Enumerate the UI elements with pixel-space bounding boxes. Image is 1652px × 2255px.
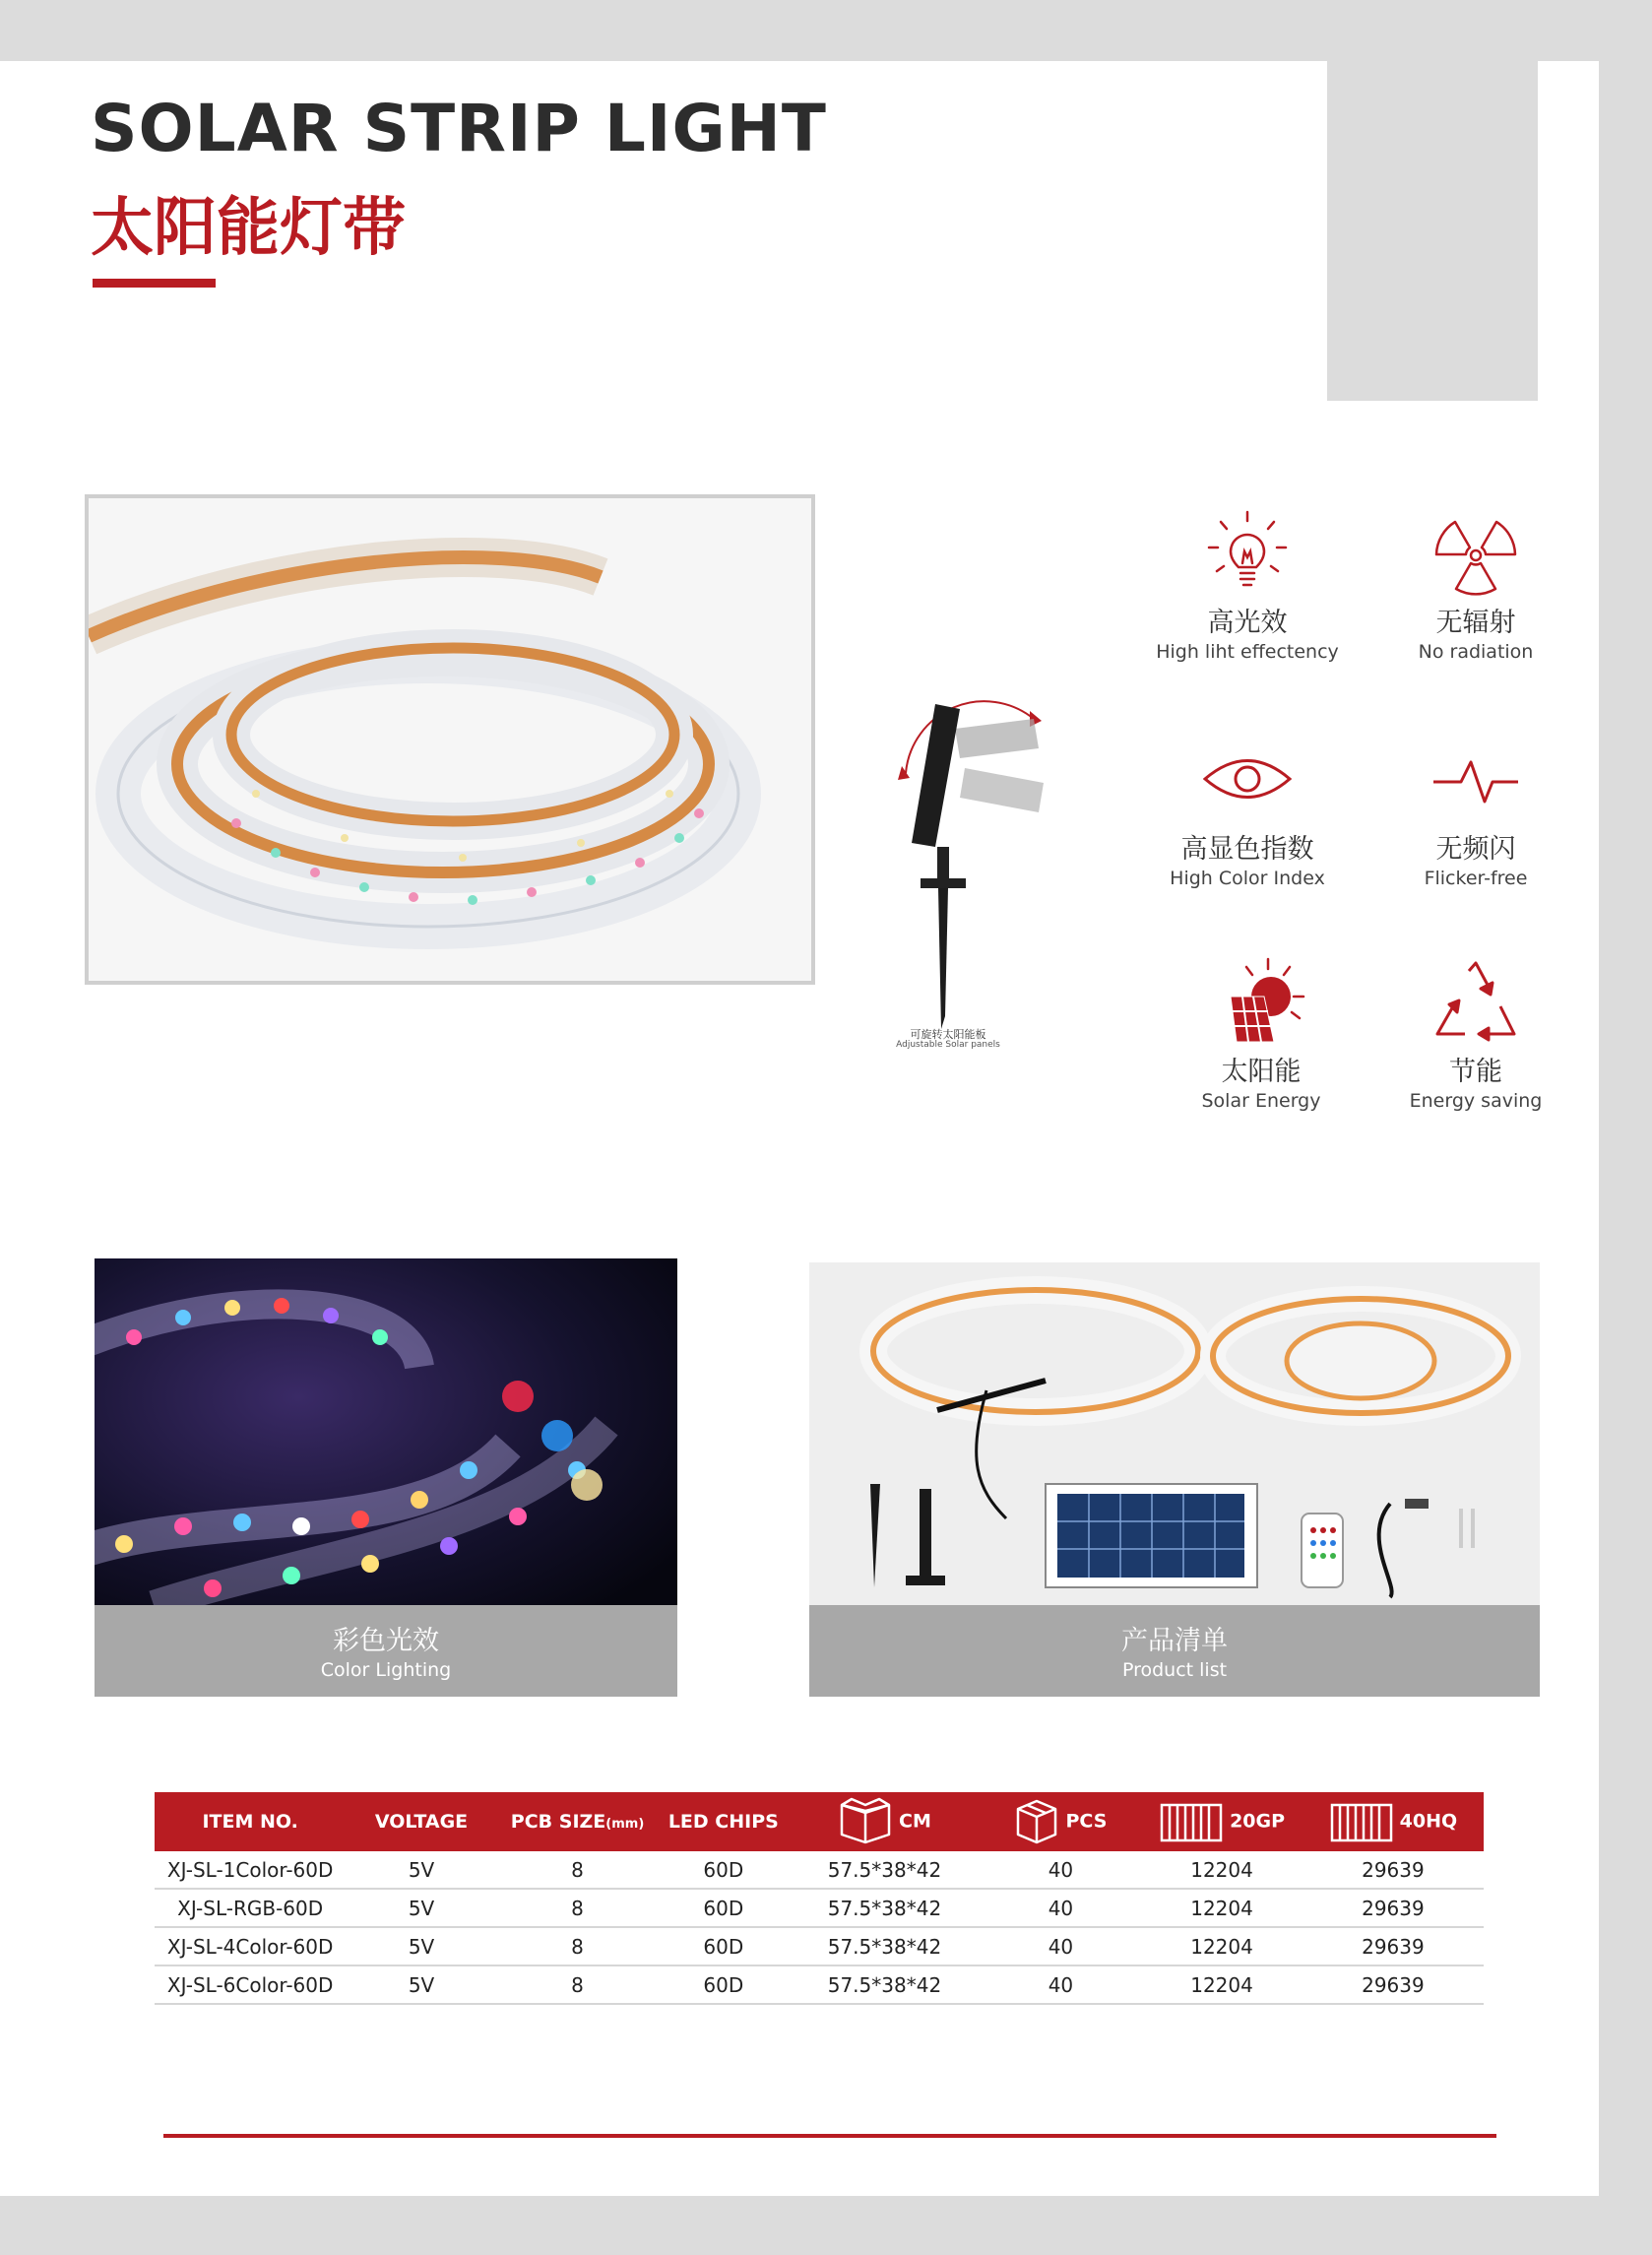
footer-divider <box>163 2134 1496 2138</box>
cell-led-chips: 60D <box>658 1889 789 1927</box>
header-label: CM <box>899 1810 931 1833</box>
cell-carton-size: 57.5*38*42 <box>789 1927 980 1965</box>
cell-pcb-size: 8 <box>497 1927 659 1965</box>
stake-caption-en: Adjustable Solar panels <box>896 1040 1000 1050</box>
stake-solar-panel-illustration <box>876 650 1063 1059</box>
stake-caption-cn: 可旋转太阳能板 <box>910 1028 986 1041</box>
feature-high-cri <box>1149 735 1346 889</box>
cell-20gp: 12204 <box>1141 1889 1303 1927</box>
container-40hq-icon <box>1329 1799 1394 1844</box>
color-lighting-caption <box>95 1605 677 1697</box>
feature-label-cn: 高光效 <box>1207 608 1288 638</box>
cell-pcs: 40 <box>981 1851 1142 1889</box>
header-40hq <box>1303 1792 1484 1851</box>
cell-40hq: 29639 <box>1303 1889 1484 1927</box>
cell-voltage: 5V <box>346 1851 496 1889</box>
cell-20gp: 12204 <box>1141 1851 1303 1889</box>
header-label: LED CHIPS <box>667 1811 779 1833</box>
cell-pcb-size: 8 <box>497 1965 659 2004</box>
table-row <box>155 1927 1484 1965</box>
feature-flicker-free <box>1377 735 1574 889</box>
page-title-cn: 太阳能灯带 <box>91 192 406 265</box>
page-title-en: SOLAR STRIP LIGHT <box>91 91 827 166</box>
cell-led-chips: 60D <box>658 1927 789 1965</box>
feature-label-en: No radiation <box>1418 641 1534 663</box>
eye-icon <box>1203 735 1292 823</box>
header-pcb-size <box>497 1792 659 1851</box>
product-list-caption <box>809 1605 1540 1697</box>
feature-label-cn: 太阳能 <box>1221 1057 1302 1087</box>
header-carton-cm <box>789 1792 980 1851</box>
recycle-icon <box>1431 957 1520 1046</box>
cell-led-chips: 60D <box>658 1851 789 1889</box>
feature-no-radiation <box>1377 508 1574 663</box>
radiation-icon <box>1431 508 1520 597</box>
table-row <box>155 1889 1484 1927</box>
cell-voltage: 5V <box>346 1965 496 2004</box>
title-underline <box>93 279 216 288</box>
feature-label-en: High Color Index <box>1170 868 1325 889</box>
feature-label-cn: 无频闪 <box>1435 834 1516 865</box>
cell-carton-size: 57.5*38*42 <box>789 1889 980 1927</box>
cell-40hq: 29639 <box>1303 1927 1484 1965</box>
header-pcs <box>981 1792 1142 1851</box>
cell-40hq: 29639 <box>1303 1851 1484 1889</box>
header-label: 40HQ <box>1399 1810 1458 1833</box>
header-label: ITEM NO. <box>202 1811 298 1833</box>
table-row <box>155 1965 1484 2004</box>
cell-led-chips: 60D <box>658 1965 789 2004</box>
product-list-panel <box>809 1262 1540 1697</box>
color-lighting-photo <box>95 1258 677 1605</box>
spec-table <box>155 1792 1484 2005</box>
cell-20gp: 12204 <box>1141 1927 1303 1965</box>
cell-20gp: 12204 <box>1141 1965 1303 2004</box>
cell-carton-size: 57.5*38*42 <box>789 1851 980 1889</box>
strip-coil-photo <box>85 494 815 985</box>
header-item-no <box>155 1792 346 1851</box>
cell-item-no: XJ-SL-6Color-60D <box>155 1965 346 2004</box>
cell-pcb-size: 8 <box>497 1889 659 1927</box>
cell-item-no: XJ-SL-RGB-60D <box>155 1889 346 1927</box>
header-20gp <box>1141 1792 1303 1851</box>
header-label: VOLTAGE <box>374 1811 469 1833</box>
feature-label-cn: 节能 <box>1449 1057 1502 1087</box>
corner-grey-block <box>1327 61 1538 401</box>
panel-caption-en: Color Lighting <box>320 1659 452 1681</box>
cell-item-no: XJ-SL-1Color-60D <box>155 1851 346 1889</box>
feature-label-cn: 无辐射 <box>1435 608 1516 638</box>
header-voltage <box>346 1792 496 1851</box>
pulse-icon <box>1431 735 1520 823</box>
table-header-row <box>155 1792 1484 1851</box>
container-20gp-icon <box>1159 1799 1224 1844</box>
feature-label-en: High liht effectency <box>1156 641 1339 663</box>
header-unit: (mm) <box>605 1817 645 1832</box>
header-label: 20GP <box>1230 1810 1286 1833</box>
cell-voltage: 5V <box>346 1889 496 1927</box>
package-box-icon <box>1014 1797 1059 1846</box>
table-row <box>155 1851 1484 1889</box>
panel-caption-cn: 产品清单 <box>1121 1626 1228 1656</box>
feature-label-en: Energy saving <box>1409 1090 1543 1112</box>
feature-energy-saving <box>1377 957 1574 1112</box>
feature-label-cn: 高显色指数 <box>1180 834 1314 865</box>
feature-high-efficacy <box>1149 508 1346 663</box>
header-led-chips <box>658 1792 789 1851</box>
bulb-icon <box>1203 508 1292 597</box>
feature-label-en: Flicker-free <box>1424 868 1528 889</box>
solar-icon <box>1217 957 1305 1046</box>
header-label: PCS <box>1065 1810 1108 1833</box>
strip-coil-illustration <box>89 498 811 981</box>
cell-carton-size: 57.5*38*42 <box>789 1965 980 2004</box>
carton-box-icon <box>838 1797 893 1846</box>
feature-solar-energy <box>1163 957 1360 1112</box>
cell-pcb-size: 8 <box>497 1851 659 1889</box>
cell-40hq: 29639 <box>1303 1965 1484 2004</box>
cell-pcs: 40 <box>981 1965 1142 2004</box>
panel-caption-en: Product list <box>1121 1659 1228 1681</box>
header-label: PCB SIZE <box>510 1811 606 1833</box>
cell-item-no: XJ-SL-4Color-60D <box>155 1927 346 1965</box>
color-lighting-panel <box>95 1258 677 1697</box>
product-list-photo <box>809 1262 1540 1605</box>
panel-caption-cn: 彩色光效 <box>333 1626 439 1656</box>
cell-pcs: 40 <box>981 1927 1142 1965</box>
feature-label-en: Solar Energy <box>1201 1090 1321 1112</box>
cell-pcs: 40 <box>981 1889 1142 1927</box>
cell-voltage: 5V <box>346 1927 496 1965</box>
